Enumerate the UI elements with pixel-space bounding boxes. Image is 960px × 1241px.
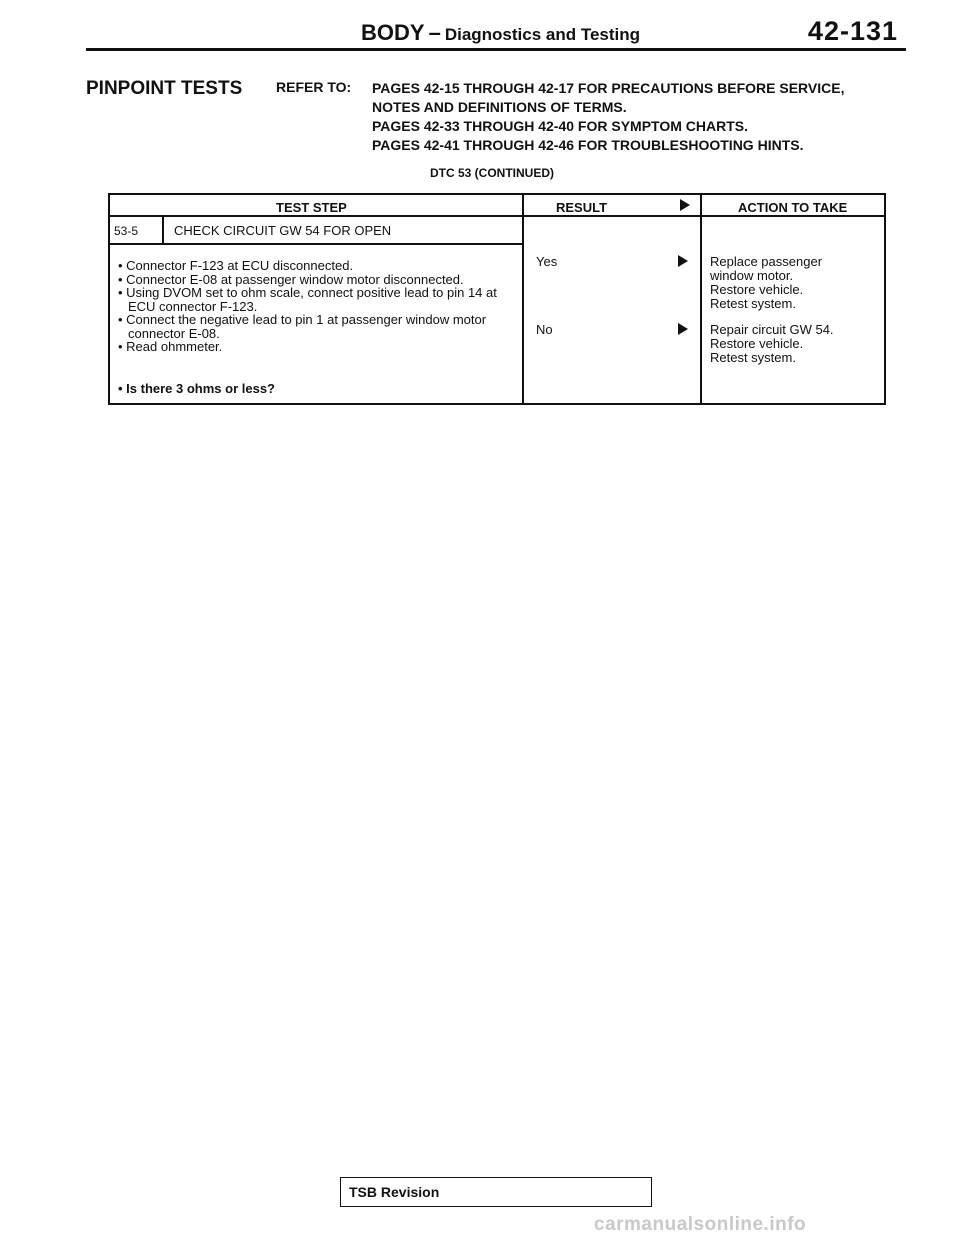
column-divider-result bbox=[522, 195, 524, 403]
test-procedure bbox=[118, 259, 518, 354]
title-dash: – bbox=[428, 20, 441, 45]
step-title: CHECK CIRCUIT GW 54 FOR OPEN bbox=[174, 223, 392, 238]
step-number-divider bbox=[162, 215, 164, 244]
header-title bbox=[361, 20, 640, 46]
refer-line: PAGES 42-41 THROUGH 42-46 FOR TROUBLESHOOTING HINTS. bbox=[372, 137, 804, 153]
procedure-item: • Using DVOM set to ohm scale, connect positive lead to pin 14 at ECU connector F-123. bbox=[118, 285, 497, 314]
header-rule bbox=[86, 48, 906, 51]
refer-to-label: REFER TO: bbox=[276, 79, 352, 95]
header-result: RESULT bbox=[556, 200, 608, 215]
section-subtitle: Diagnostics and Testing bbox=[444, 25, 641, 44]
header-result-arrow bbox=[680, 199, 690, 214]
arrow-icon bbox=[680, 199, 690, 211]
procedure-item: • Connect the negative lead to pin 1 at passenger window motor connector E-08. bbox=[118, 312, 487, 341]
action-line: Restore vehicle. bbox=[710, 336, 804, 351]
page-number: 42-131 bbox=[807, 16, 898, 46]
column-divider-action bbox=[700, 195, 702, 403]
section-name: BODY bbox=[361, 20, 425, 45]
result-no-arrow bbox=[678, 323, 688, 338]
result-yes: Yes bbox=[536, 254, 558, 269]
step-number: 53-5 bbox=[114, 224, 139, 238]
arrow-icon bbox=[678, 255, 688, 267]
header-test-step: TEST STEP bbox=[276, 200, 347, 215]
procedure-item: • Read ohmmeter. bbox=[118, 339, 223, 354]
action-no bbox=[710, 323, 834, 365]
result-yes-arrow bbox=[678, 255, 688, 270]
refer-line: PAGES 42-33 THROUGH 42-40 FOR SYMPTOM CHARTS. bbox=[372, 118, 748, 134]
action-yes bbox=[710, 255, 822, 311]
page-header bbox=[86, 14, 906, 48]
tsb-revision-box bbox=[340, 1177, 652, 1207]
procedure-item: • Connector E-08 at passenger window motor disconnected. bbox=[118, 271, 464, 287]
header-action: ACTION TO TAKE bbox=[738, 200, 848, 215]
refer-to-list bbox=[372, 79, 844, 155]
step-row-border bbox=[110, 243, 522, 245]
result-no: No bbox=[536, 322, 553, 337]
refer-line: NOTES AND DEFINITIONS OF TERMS. bbox=[372, 99, 627, 115]
pinpoint-tests-title: PINPOINT TESTS bbox=[86, 78, 243, 99]
action-line: Replace passenger bbox=[710, 254, 823, 269]
refer-line: PAGES 42-15 THROUGH 42-17 FOR PRECAUTIONS BEFORE SERVICE, bbox=[372, 80, 845, 96]
dtc-caption-text: DTC 53 (CONTINUED) bbox=[429, 166, 554, 180]
header-row-border bbox=[110, 215, 886, 217]
action-line: Repair circuit GW 54. bbox=[710, 322, 834, 337]
dtc-caption bbox=[0, 166, 960, 180]
action-line: window motor. bbox=[710, 268, 794, 283]
pinpoint-test-table bbox=[108, 193, 886, 405]
procedure-item: • Connector F-123 at ECU disconnected. bbox=[118, 258, 354, 273]
test-question: • Is there 3 ohms or less? bbox=[118, 381, 275, 396]
action-line: Retest system. bbox=[710, 296, 796, 311]
tsb-revision-label: TSB Revision bbox=[349, 1184, 440, 1200]
watermark: carmanualsonline.info bbox=[594, 1214, 807, 1235]
action-line: Restore vehicle. bbox=[710, 282, 804, 297]
arrow-icon bbox=[678, 323, 688, 335]
action-line: Retest system. bbox=[710, 350, 796, 365]
